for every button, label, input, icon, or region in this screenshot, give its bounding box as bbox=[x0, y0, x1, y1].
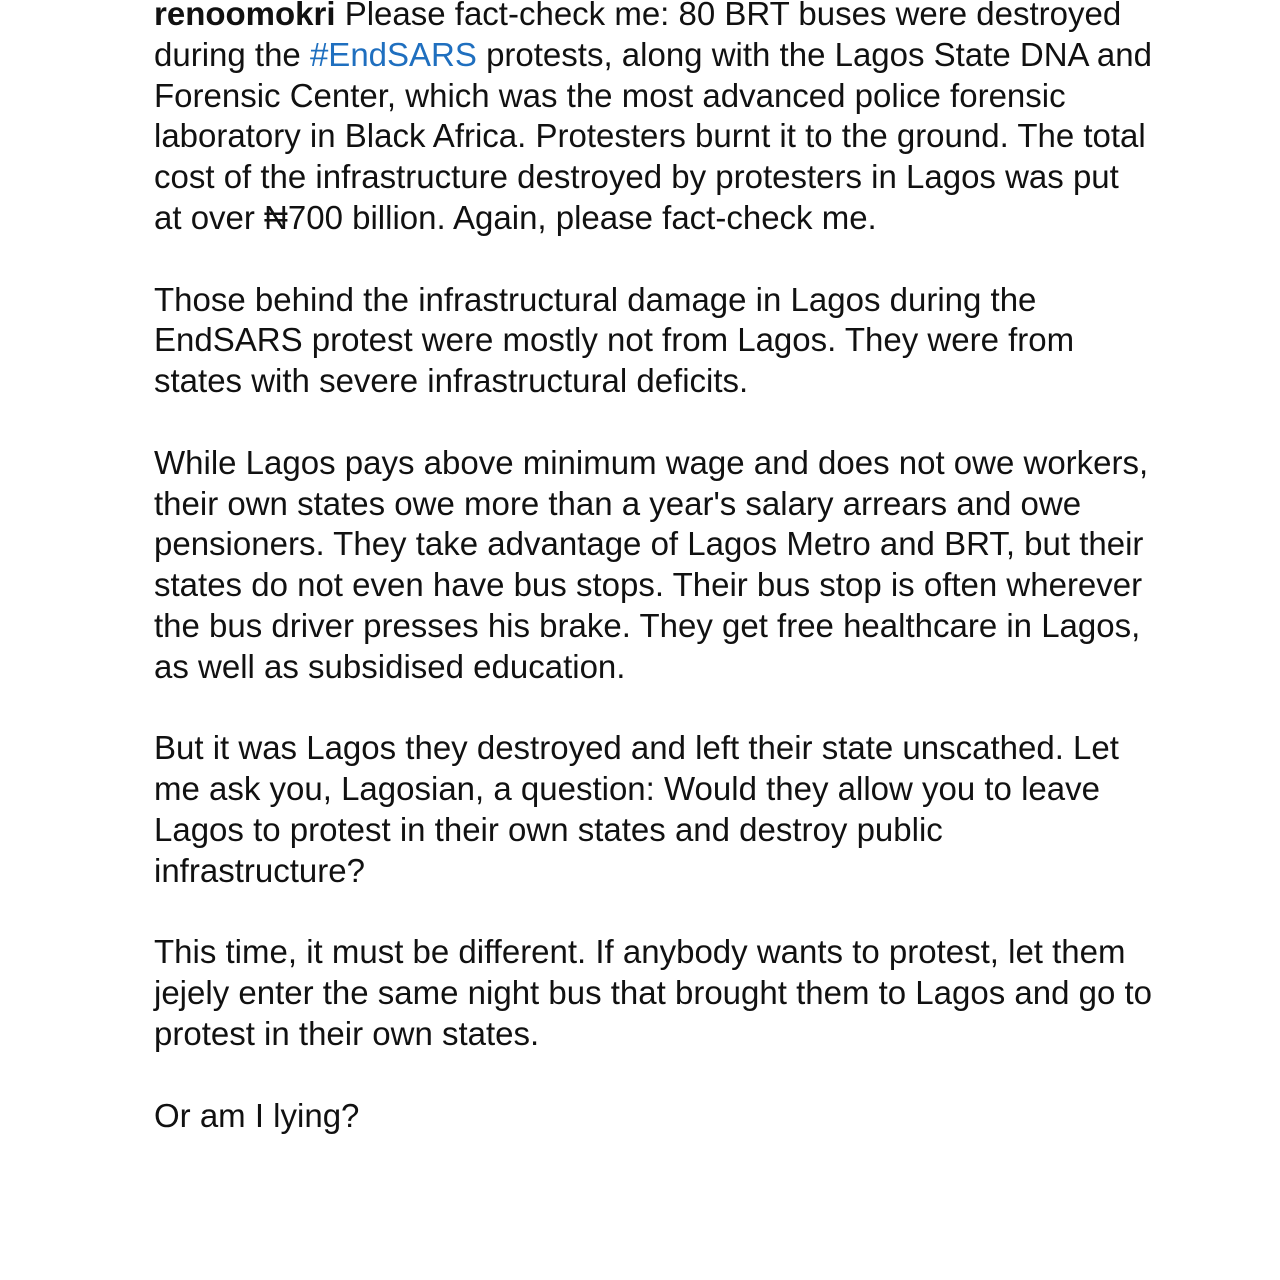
caption-paragraph-3: While Lagos pays above minimum wage and does not owe workers, their own states owe more than a year's salary arrears and owe pensioners. They take advantage of Lagos Metro and BRT, but their states do not even have bus stops. Their bus stop is often wherever the bus driver presses his brake. They get free healthcare in Lagos, as well as subsidised education. bbox=[154, 443, 1149, 685]
caption-paragraph-4: But it was Lagos they destroyed and left their state unscathed. Let me ask you, Lagosian, a question: Would they allow you to leave Lagos to protest in their own states and destroy public infrastructure? bbox=[154, 729, 1119, 889]
username-link[interactable]: renoomokri bbox=[154, 0, 336, 32]
caption-paragraph-1 bbox=[154, 0, 1154, 239]
caption-text-after-hashtag: protests, along with the Lagos State DNA and Forensic Center, which was the most advanced police forensic laboratory in Black Africa. Protesters burnt it to the ground. The total cost of the infrastructure destroyed by protesters in Lagos was put at over ₦700 billion. Again, please fact-check me. bbox=[154, 35, 1152, 236]
hashtag-link-endsars[interactable]: #EndSARS bbox=[309, 35, 477, 73]
caption-paragraph-2: Those behind the infrastructural damage in Lagos during the EndSARS protest were mostly not from Lagos. They were from states with severe infrastructural deficits. bbox=[154, 280, 1075, 400]
caption-text-before-hashtag: Please fact-check me: 80 BRT buses were destroyed during the bbox=[154, 0, 1122, 73]
post-caption bbox=[154, 0, 1154, 1136]
caption-paragraph-5: This time, it must be different. If anybody wants to protest, let them jejely enter the same night bus that brought them to Lagos and go to protest in their own states. bbox=[154, 933, 1152, 1052]
caption-paragraph-6: Or am I lying? bbox=[154, 1096, 360, 1134]
